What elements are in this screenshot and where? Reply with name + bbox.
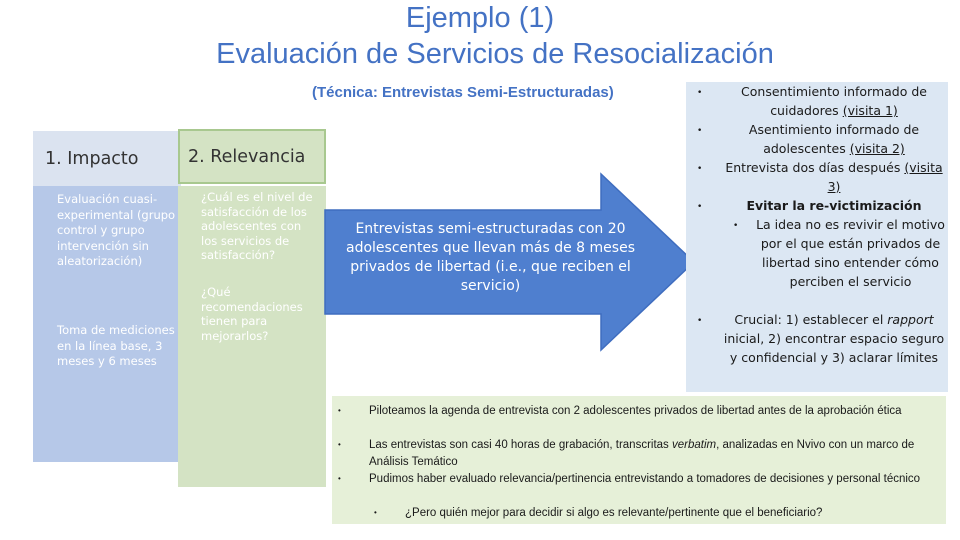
right-item-crucial-rest: inicial, 2) encontrar espacio seguro y confidencial y 3) aclarar límites xyxy=(723,331,945,365)
right-item-interview-text: Entrevista dos días después xyxy=(725,160,905,175)
right-item-crucial-rapport: rapport xyxy=(887,312,934,327)
right-sub-bullet: • xyxy=(733,221,739,231)
impacto-item-measurements: Toma de mediciones en la línea base, 3 meses y 6 meses xyxy=(57,323,175,368)
right-item-assent-text: Asentimiento informado de adolescentes xyxy=(748,122,920,156)
bottom-item-pilot: Piloteamos la agenda de entrevista con 2 adolescentes privados de libertad antes de la aprobación ética xyxy=(369,405,902,417)
right-item-interview-visit: (visita 3) xyxy=(827,160,943,194)
right-item-consent-visit: (visita 1) xyxy=(842,103,898,118)
slide-subtitle: (Técnica: Entrevistas Semi-Estructuradas) xyxy=(312,84,614,101)
bottom-sub-bullet: • xyxy=(374,508,377,517)
bottom-bullet-1: • xyxy=(338,406,341,415)
right-item-revictimization: Evitar la re-victimización xyxy=(746,198,922,213)
arrow-text: Entrevistas semi-estructuradas con 20 adolescentes que llevan más de 8 meses privados de libertad (i.e., que reciben el servicio) xyxy=(346,221,635,294)
right-bullet-5: • xyxy=(697,316,703,326)
right-item-crucial-text: Crucial: 1) establecer el xyxy=(734,312,888,327)
bottom-item-stakeholders: Pudimos haber evaluado relevancia/pertinencia entrevistando a tomadores de decisiones y personal técnico xyxy=(369,473,921,485)
right-item-consent-text: Consentimiento informado de cuidadores xyxy=(741,84,927,118)
right-item-consent xyxy=(723,82,945,120)
right-item-crucial xyxy=(723,310,945,367)
slide-title-line2: Evaluación de Servicios de Resocialización xyxy=(216,38,774,70)
bottom-sub-item-beneficiary: ¿Pero quién mejor para decidir si algo es relevante/pertinente que el beneficiario? xyxy=(405,507,823,519)
bottom-item-recordings xyxy=(369,437,939,471)
relevancia-question-recommendations: ¿Qué recomendaciones tienen para mejorarlos? xyxy=(201,285,303,343)
relevancia-heading: 2. Relevancia xyxy=(178,129,326,184)
bottom-bullet-2: • xyxy=(338,440,341,449)
right-sub-item-idea: La idea no es revivir el motivo por el que están privados de libertad sino entender cómo perciben el servicio xyxy=(756,217,945,289)
right-item-assent-visit: (visita 2) xyxy=(849,141,905,156)
right-item-assent xyxy=(723,120,945,158)
right-item-interview xyxy=(723,158,945,196)
bottom-item-recordings-verbatim: verbatim xyxy=(672,439,717,451)
right-bullet-1: • xyxy=(697,88,703,98)
bottom-item-recordings-rest: , analizadas en Nvivo con un marco de Análisis Temático xyxy=(369,439,915,468)
bottom-bullet-3: • xyxy=(338,474,341,483)
right-bullet-4: • xyxy=(697,202,703,212)
right-bullet-3: • xyxy=(697,164,703,174)
impacto-heading: 1. Impacto xyxy=(33,131,181,186)
impacto-item-design: Evaluación cuasi-experimental (grupo control y grupo intervención sin aleatorización) xyxy=(57,192,176,268)
relevancia-question-satisfaction: ¿Cuál es el nivel de satisfacción de los adolescentes con los servicios de satisfacción? xyxy=(201,190,313,262)
bottom-item-recordings-text: Las entrevistas son casi 40 horas de grabación, transcritas xyxy=(369,439,672,451)
slide-title-line1: Ejemplo (1) xyxy=(405,2,555,34)
right-bullet-2: • xyxy=(697,126,703,136)
